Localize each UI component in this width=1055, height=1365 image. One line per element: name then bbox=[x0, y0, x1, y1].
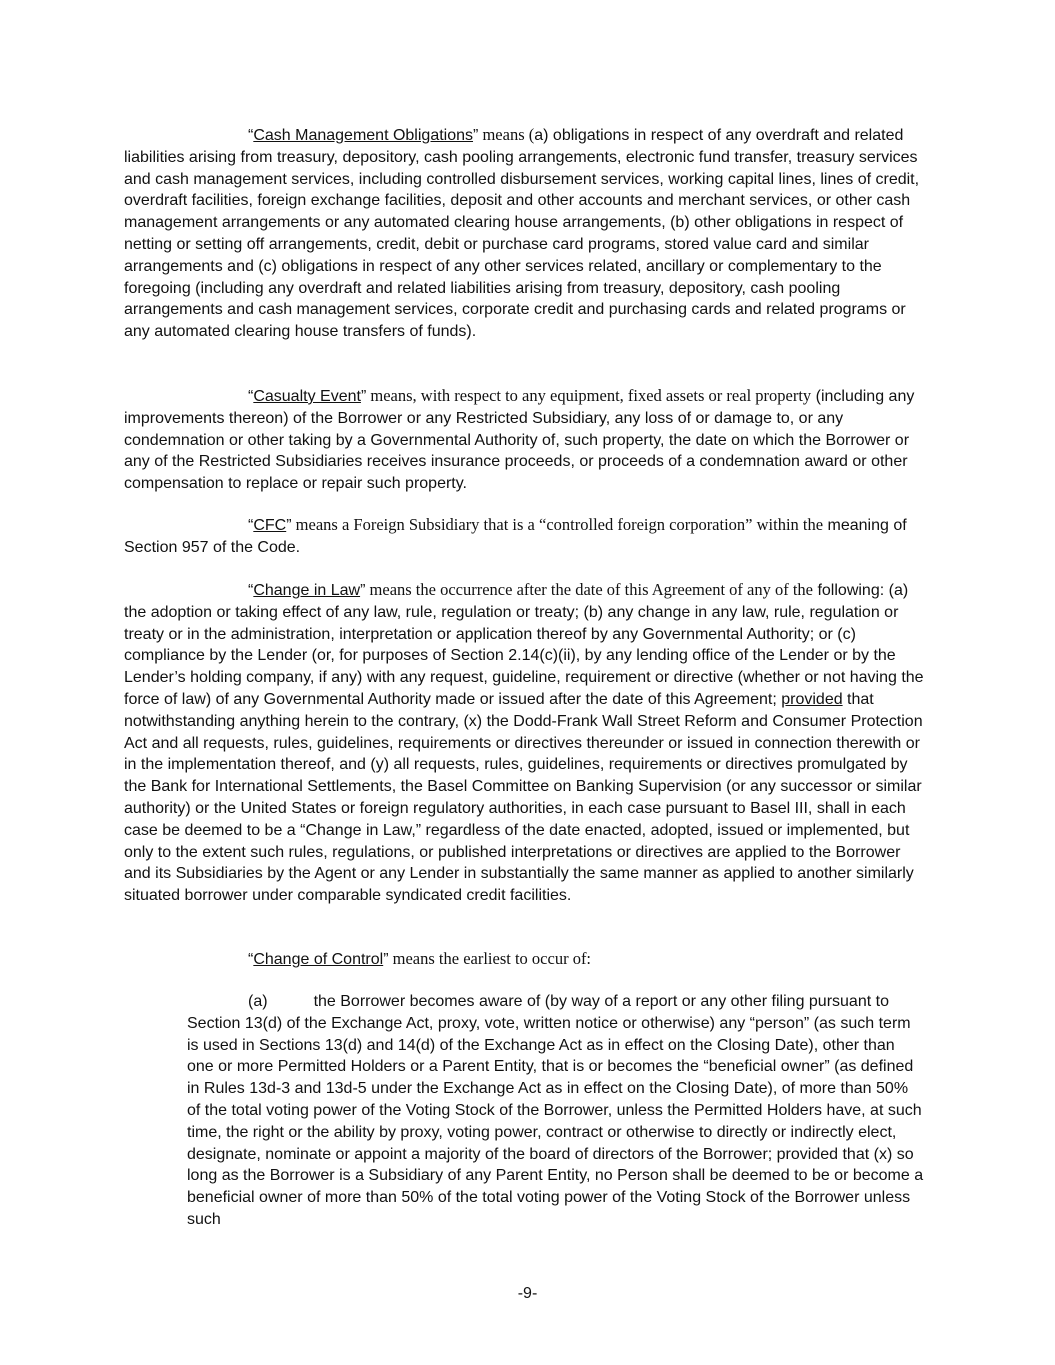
defined-term: CFC bbox=[253, 517, 287, 534]
means-text: means a Foreign Subsidiary that is a “controlled foreign corporation” within the bbox=[291, 515, 824, 534]
definition-text-part-b: that notwithstanding anything herein to the contrary, (x) the Dodd-Frank Wall Street Reform and Consumer Protection Act and all requests, rules, guidelines, requirements or directives thereunder or issued in connection therewith or in the implementation thereof, and (y) all requests, rules, guidelines, requirements or directives promulgated by the Bank for International Settlements, the Basel Committee on Banking Supervision (or any successor or similar authority) or the United States or foreign regulatory authorities, in each case pursuant to Basel III, shall in each case be deemed to be a “Change in Law,” regardless of the date enacted, adopted, issued or implemented, but only to the extent such rules, regulations, or published interpretations or directives are applied to the Borrower and its Subsidiaries by the Agent or any Lender in substantially the same manner as applied to another similarly situated borrower under comparable syndicated credit facilities. bbox=[124, 690, 923, 905]
means-text: means ( bbox=[478, 125, 535, 144]
definition-casualty-event: “Casualty Event” means, with respect to any equipment, fixed assets or real property (including any improvements thereon) of the Borrower or any Restricted Subsidiary, any loss of or damage to, or any condemnation or other taking by a Governmental Authority of, such property, the date on which the Borrower or any of the Restricted Subsidiaries receives insurance proceeds, or proceeds of a condemnation award or other compensation to replace or repair such property. bbox=[124, 386, 915, 493]
definition-text-part-a: following: (a) the adoption or taking effect of any law, rule, regulation or treaty; (b) any change in any law, rule, regulation or treaty or in the administration, interpretation or application thereof by any Governmental Authority; or (c) compliance by the Lender (or, for purposes of Section 2.14(c)(ii), by any lending office of the Lender or by the Lender’s holding company, if any) with any request, guideline, requirement or directive (whether or not having the force of law) of any Governmental Authority made or issued after the date of this Agreement; bbox=[124, 582, 924, 708]
definition-text: meaning of Section 957 of the Code. bbox=[124, 517, 907, 556]
subclause-label: (a) bbox=[248, 993, 268, 1010]
definition-change-in-law: “Change in Law” means the occurrence after the date of this Agreement of any of the following: (a) the adoption or taking effect of any law, rule, regulation or treaty; (b) any change in any law, rule, regulation or treaty or in the administration, interpretation or application thereof by any Governmental Authority; or (c) compliance by the Lender (or, for purposes of Section 2.14(c)(ii), by any lending office of the Lender or by the Lender’s holding company, if any) with any request, guideline, requirement or directive (whether or not having the force of law) of any Governmental Authority made or issued after the date of this Agreement; provided that notwithstanding anything herein to the contrary, (x) the Dodd-Frank Wall Street Reform and Consumer Protection Act and all requests, rules, guidelines, requirements or directives thereunder or issued in connection therewith or in the implementation thereof, and (y) all requests, rules, guidelines, requirements or directives promulgated by the Bank for International Settlements, the Basel Committee on Banking Supervision (or any successor or similar authority) or the United States or foreign regulatory authorities, in each case pursuant to Basel III, shall in each case be deemed to be a “Change in Law,” regardless of the date enacted, adopted, issued or implemented, but only to the extent such rules, regulations, or published interpretations or directives are applied to the Borrower and its Subsidiaries by the Agent or any Lender in substantially the same manner as applied to another similarly situated borrower under comparable syndicated credit facilities. bbox=[124, 580, 924, 905]
defined-term: Cash Management Obligations bbox=[253, 127, 474, 144]
defined-term: Change of Control bbox=[253, 951, 384, 968]
definition-text: a) obligations in respect of any overdraft and related liabilities arising from treasury, depository, cash pooling arrangements, electronic fund transfer, treasury services and cash management services, including controlled disbursement services, working capital lines, lines of credit, overdraft facilities, foreign exchange facilities, deposit and other accounts and merchant services, or other cash management arrangements or any automated clearing house arrangements, (b) other obligations in respect of netting or setting off arrangements, credit, debit or purchase card programs, stored value card and similar arrangements and (c) obligations in respect of any other services related, ancillary or complementary to the foregoing (including any overdraft and related liabilities arising from treasury, depository, cash pooling arrangements and cash management services, corporate credit and purchasing cards and related programs or any automated clearing house transfers of funds). bbox=[124, 127, 920, 341]
definition-cash-management-obligations: “Cash Management Obligations” means (a) obligations in respect of any overdraft and related liabilities arising from treasury, depository, cash pooling arrangements, electronic fund transfer, treasury services and cash management services, including controlled disbursement services, working capital lines, lines of credit, overdraft facilities, foreign exchange facilities, deposit and other accounts and merchant services, or other cash management arrangements or any automated clearing house arrangements, (b) other obligations in respect of netting or setting off arrangements, credit, debit or purchase card programs, stored value card and similar arrangements and (c) obligations in respect of any other services related, ancillary or complementary to the foregoing (including any overdraft and related liabilities arising from treasury, depository, cash pooling arrangements and cash management services, corporate credit and purchasing cards and related programs or any automated clearing house transfers of funds). bbox=[124, 125, 920, 341]
provided-term: provided bbox=[781, 690, 843, 708]
definition-text: (including any improvements thereon) of the Borrower or any Restricted Subsidiary, any loss of or damage to, or any condemnation or other taking by a Governmental Authority of, such property, the date on which the Borrower or any of the Restricted Subsidiaries receives insurance proceeds, or proceeds of a condemnation award or other compensation to replace or repair such property. bbox=[124, 388, 915, 493]
definition-change-of-control: “Change of Control” means the earliest to occur of: bbox=[248, 949, 592, 968]
definition-cfc: “CFC” means a Foreign Subsidiary that is a “controlled foreign corporation” within the meaning of Section 957 of the Code. bbox=[124, 515, 907, 556]
defined-term: Casualty Event bbox=[253, 388, 361, 405]
means-text: means, with respect to any equipment, fixed assets or real property bbox=[366, 386, 812, 405]
subclause-a bbox=[187, 991, 924, 1231]
means-text: means the earliest to occur of: bbox=[388, 949, 592, 968]
page-number: -9- bbox=[517, 1285, 538, 1302]
means-text: means the occurrence after the date of this Agreement of any of the bbox=[365, 580, 814, 599]
subclause-text: the Borrower becomes aware of (by way of a report or any other filing pursuant to Section 13(d) of the Exchange Act, proxy, vote, written notice or otherwise) any “person” (as such term is used in Sections 13(d) and 14(d) of the Exchange Act as in effect on the Closing Date), other than one or more Permitted Holders or a Parent Entity, that is or becomes the “beneficial owner” (as defined in Rules 13d-3 and 13d-5 under the Exchange Act as in effect on the Closing Date), of more than 50% of the total voting power of the Voting Stock of the Borrower, unless the Permitted Holders have, at such time, the right or the ability by proxy, voting power, contract or otherwise to directly or indirectly elect, designate, nominate or appoint a majority of the board of directors of the Borrower; provided that (x) so long as the Borrower is a Subsidiary of any Parent Entity, no Person shall be deemed to be or become a beneficial owner of more than 50% of the total voting power of the Voting Stock of the Borrower unless such bbox=[187, 993, 924, 1228]
defined-term: Change in Law bbox=[253, 582, 361, 599]
